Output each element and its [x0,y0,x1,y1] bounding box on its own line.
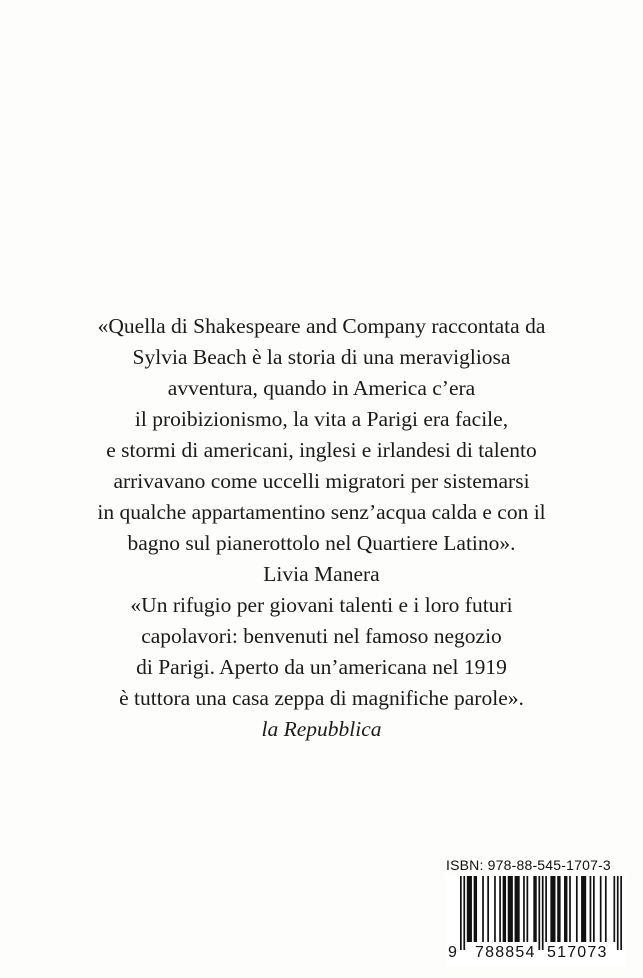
source-name: Repubblica [283,717,382,741]
quote-line: arrivavano come uccelli migratori per sistemarsi [113,469,530,493]
barcode-bar [515,876,520,942]
quote-line: di Parigi. Aperto da un’americana nel 1919 [136,655,507,679]
barcode-bar [499,876,501,942]
barcode-bar [487,876,489,942]
source-prefix: la [261,717,279,741]
quote-line: il proibizionismo, la vita a Parigi era facile, [134,407,509,431]
barcode [446,876,626,966]
quote-source-author: Livia Manera [263,562,380,586]
quote-source-publication [0,714,643,745]
barcode-digit-first: 9 [448,944,457,961]
blurb-quote-2 [0,590,643,745]
barcode-bar [593,876,595,942]
barcode-guard-bar [617,876,619,950]
barcode-bar [533,876,536,942]
barcode-guard-bar [542,876,544,950]
barcode-bar [576,876,578,942]
barcode-digit-group-right: 517073 [546,942,609,964]
barcode-bars [460,876,622,950]
barcode-bar [605,876,607,942]
barcode-bar [550,876,555,942]
barcode-guard-bar [538,876,540,950]
barcode-bar [503,876,506,942]
barcode-bar [590,876,592,942]
barcode-bar [613,876,615,942]
barcode-bar [564,876,567,942]
quote-line: è tuttora una casa zeppa di magnifiche parole». [119,686,524,710]
barcode-guard-bar [460,876,462,950]
barcode-bar [527,876,529,942]
isbn-label: ISBN: 978-88-545-1707-3 [446,857,611,873]
barcode-bar [494,876,496,942]
barcode-bar [545,876,547,942]
quote-line: avventura, quando in America c’era [167,376,476,400]
barcode-bar [482,876,484,942]
barcode-bar [569,876,571,942]
quote-line: «Un rifugio per giovani talenti e i loro futuri [130,593,513,617]
barcode-bar [600,876,602,942]
blurb-quote-1 [0,311,643,590]
barcode-bar [508,876,513,942]
quote-line: in qualche appartamentino senz’acqua calda e con il [97,500,546,524]
quote-line: «Quella di Shakespeare and Company raccontata da [97,314,546,338]
barcode-bar [474,876,477,942]
quote-line: bagno sul pianerottolo nel Quartiere Latino». [127,531,516,555]
barcode-bar [467,876,472,942]
barcode-guard-bar [463,876,465,950]
barcode-digits [446,942,626,964]
barcode-digit-group-left: 788854 [474,942,537,964]
barcode-bar [581,876,586,942]
barcode-bar [523,876,525,942]
quote-line: capolavori: benvenuti nel famoso negozio [141,624,502,648]
quote-line: e stormi di americani, inglesi e irlandesi di talento [106,438,537,462]
quote-line: Sylvia Beach è la storia di una meravigliosa [132,345,511,369]
barcode-guard-bar [620,876,622,950]
barcode-bar [557,876,560,942]
